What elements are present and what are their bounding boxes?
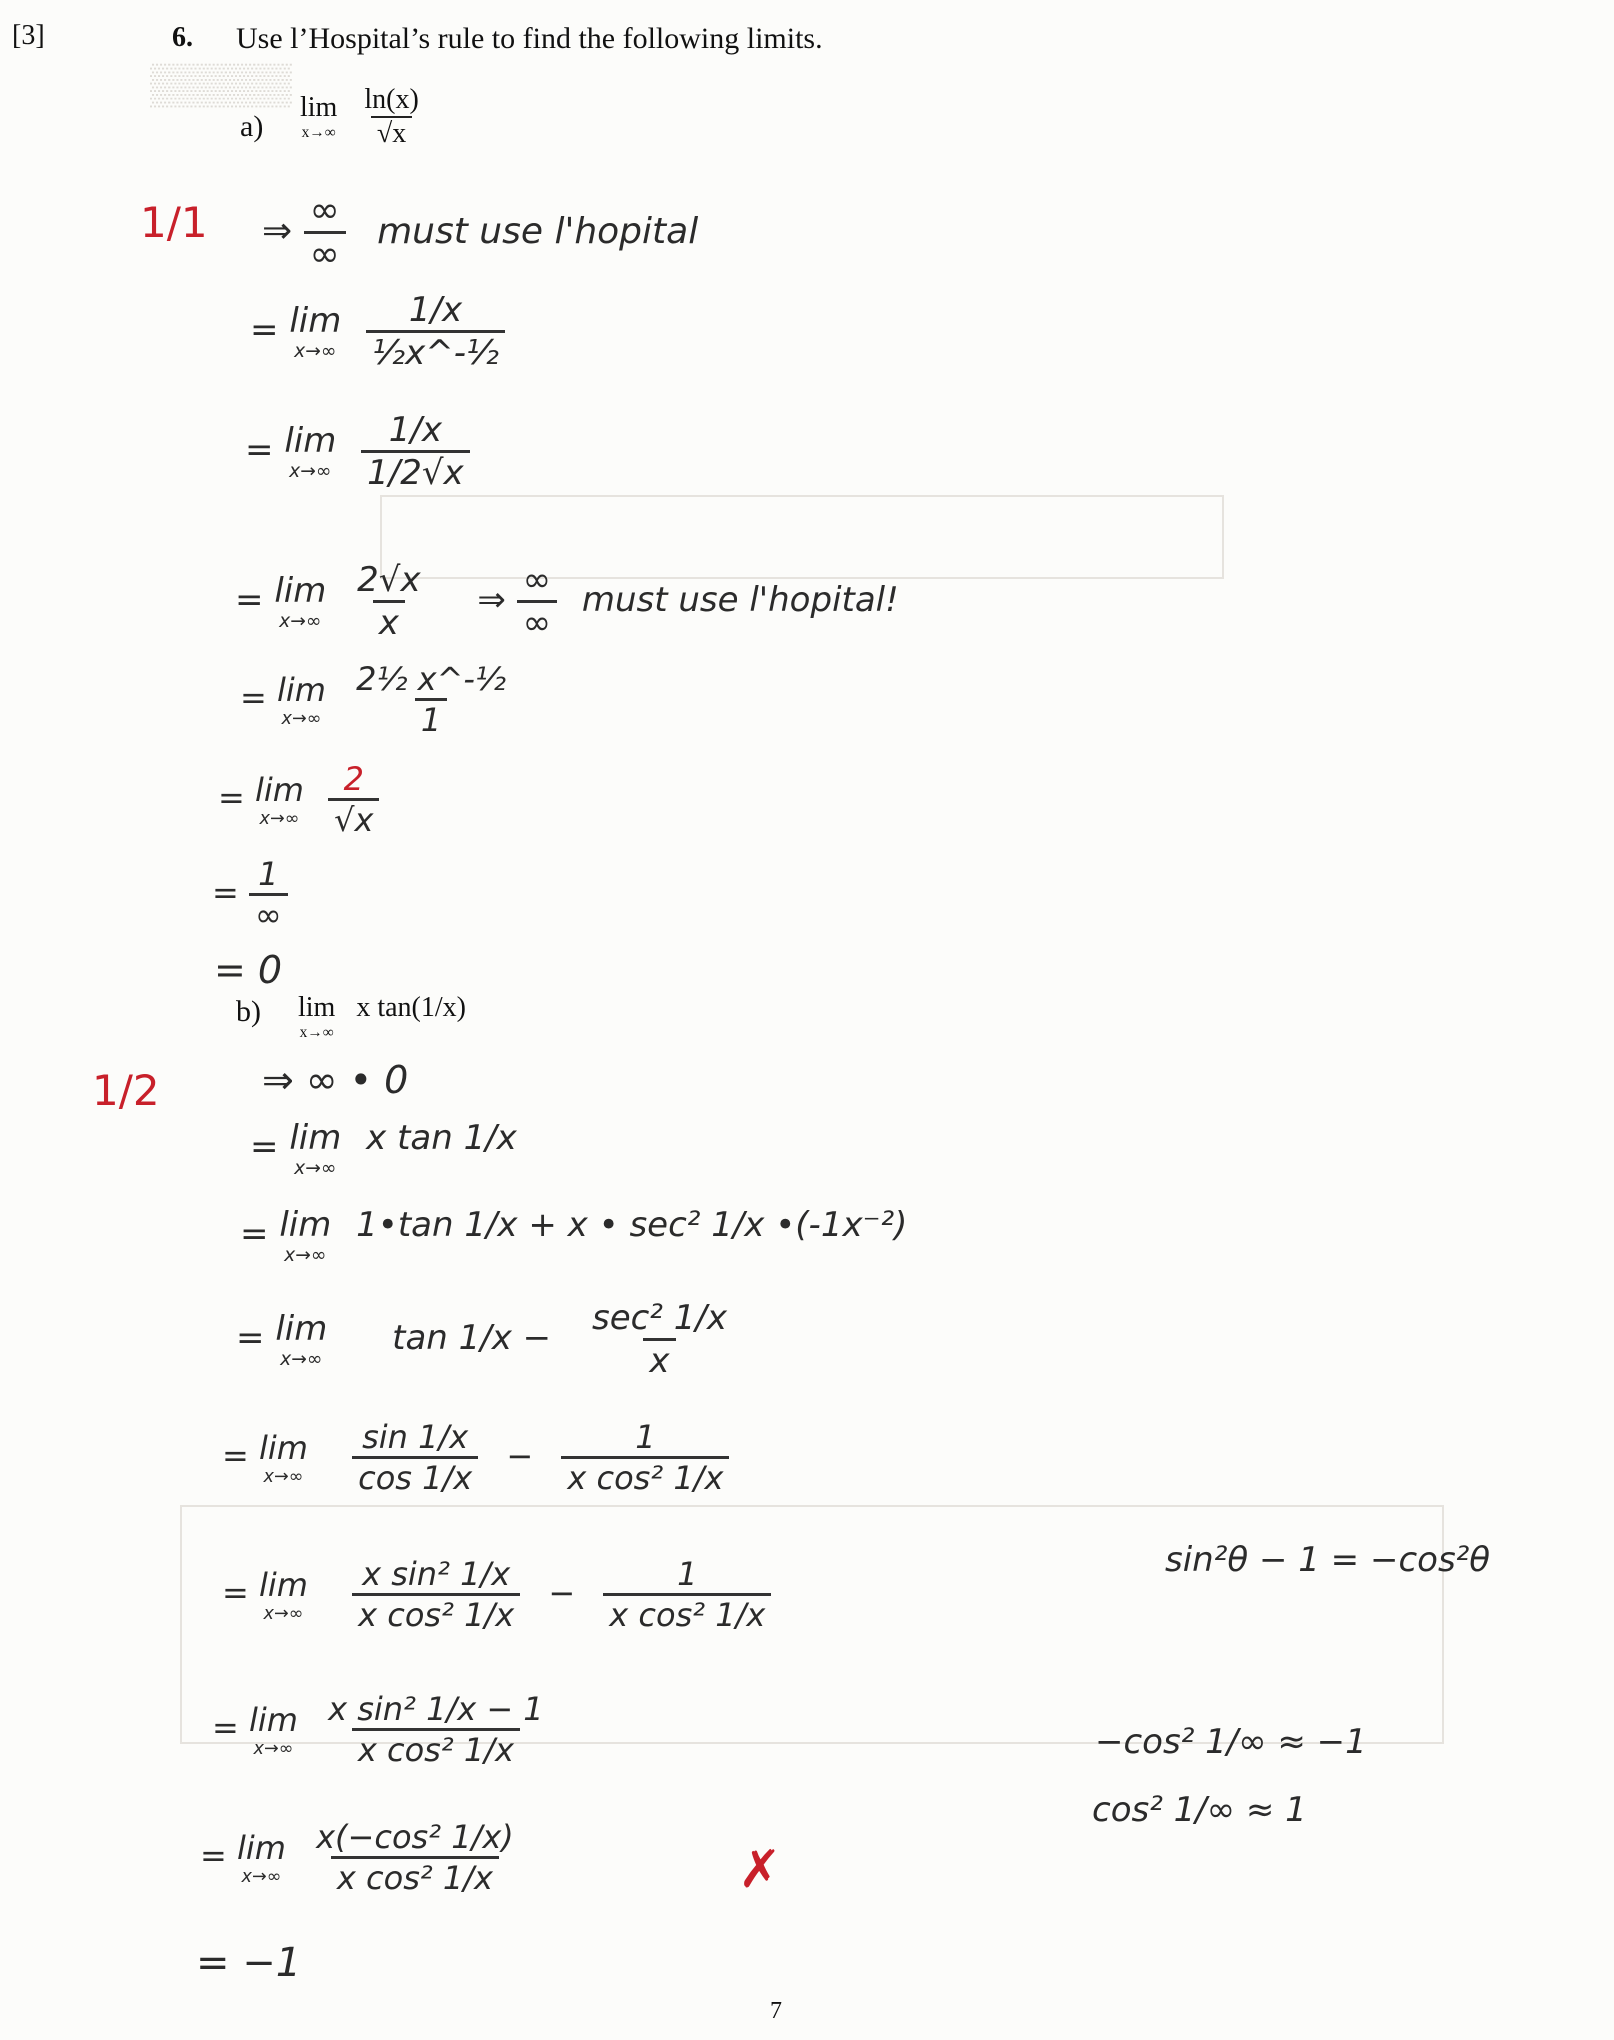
numerator: 1 <box>677 1555 698 1593</box>
lim-word: lim <box>298 992 336 1023</box>
lim-word: lim <box>236 1828 286 1867</box>
numerator: 1/x <box>408 290 463 330</box>
lim-subscript: x→∞ <box>284 1245 327 1266</box>
lim-subscript: x→∞ <box>289 461 332 482</box>
a-line-2 <box>250 290 505 373</box>
numerator: x(−cos² 1/x) <box>316 1818 514 1856</box>
numerator: 1 <box>258 855 279 893</box>
infinity-den: ∞ <box>517 600 557 643</box>
equals: = <box>245 430 274 470</box>
lim-subscript: x→∞ <box>294 341 337 362</box>
lim-word: lim <box>276 670 326 709</box>
denominator: x cos² 1/x <box>331 1856 499 1897</box>
a-line-4 <box>235 560 899 643</box>
lim-subscript: x→∞ <box>263 1466 304 1487</box>
question-points: [3] <box>12 20 45 51</box>
a-line-6 <box>218 760 379 839</box>
expr-denominator: √x <box>371 116 412 150</box>
a-line-3 <box>245 410 470 493</box>
part-b-grade: 1/2 <box>92 1066 160 1115</box>
minus: − <box>506 1436 534 1475</box>
expr-numerator: ln(x) <box>364 84 419 115</box>
equals: = <box>240 678 267 717</box>
equals: = <box>222 1436 249 1475</box>
bleedthrough-header: ▒▒▒▒▒ <box>150 61 292 106</box>
infinity-num: ∞ <box>522 560 552 600</box>
b-line-9: = −1 <box>196 1940 302 1986</box>
lim-word: lim <box>275 1309 328 1349</box>
implies-arrow: ⇒ <box>262 210 293 252</box>
lim-word: lim <box>279 1205 332 1245</box>
b-line-8 <box>200 1818 520 1897</box>
b-line-6 <box>222 1555 771 1634</box>
a-line-1 <box>262 190 698 275</box>
question-number: 6. <box>172 22 193 53</box>
lim-subscript: x→∞ <box>241 1866 282 1887</box>
equals: = <box>218 778 245 817</box>
side-identity: sin²θ − 1 = −cos²θ <box>1165 1540 1491 1580</box>
denominator: x cos² 1/x <box>352 1728 520 1769</box>
lim-subscript: x→∞ <box>280 1349 323 1370</box>
numerator: x sin² 1/x − 1 <box>328 1690 544 1728</box>
equals: = <box>250 1127 279 1167</box>
wrong-mark: ✗ <box>738 1840 782 1900</box>
b-line-5 <box>222 1418 729 1497</box>
denominator: x <box>373 600 405 643</box>
implies-arrow: ⇒ <box>477 580 506 620</box>
part-b-label: b) <box>236 995 261 1028</box>
numerator: 1 <box>635 1418 656 1456</box>
a-line-5 <box>240 660 512 739</box>
equals: = <box>222 1573 249 1612</box>
lim-subscript: x→∞ <box>294 1158 337 1179</box>
lim-word: lim <box>284 421 337 461</box>
equals: = <box>240 1214 269 1254</box>
page-number: 7 <box>770 1998 782 2024</box>
equals: = <box>200 1836 227 1875</box>
term: 1•tan 1/x + x • sec² 1/x •(-1x⁻²) <box>356 1205 908 1245</box>
lim-subscript: x→∞ <box>279 611 322 632</box>
lim-subscript: x→∞ <box>281 708 322 729</box>
a-line-7 <box>212 855 288 934</box>
denominator: ½x^-½ <box>366 330 505 373</box>
b-line-7 <box>212 1690 550 1769</box>
lim-word: lim <box>258 1565 308 1604</box>
numerator: sec² 1/x <box>591 1298 727 1338</box>
denominator: ∞ <box>249 893 288 934</box>
a-line-8: = 0 <box>214 948 283 992</box>
equals: = <box>235 580 264 620</box>
infinity-num: ∞ <box>309 190 340 231</box>
lim-subscript: x→∞ <box>253 1738 294 1759</box>
numerator: sin 1/x <box>362 1418 469 1456</box>
denominator: x cos² 1/x <box>352 1593 520 1634</box>
denominator: x cos² 1/x <box>603 1593 771 1634</box>
numerator: 2½ x^-½ <box>356 660 506 698</box>
numerator: x sin² 1/x <box>362 1555 511 1593</box>
infinity-den: ∞ <box>304 231 346 275</box>
note-must-use-2: must use l'hopital! <box>581 580 899 620</box>
part-a-label: a) <box>240 110 264 143</box>
side-approx-1: −cos² 1/∞ ≈ −1 <box>1095 1722 1367 1762</box>
b-line-2 <box>250 1118 517 1179</box>
term: tan 1/x − <box>392 1318 552 1358</box>
expr: x tan(1/x) <box>356 992 466 1023</box>
b-line-4 <box>236 1298 733 1381</box>
b-line-3 <box>240 1205 907 1266</box>
lim-word: lim <box>258 1428 308 1467</box>
lim-word: lim <box>274 571 327 611</box>
part-a-grade: 1/1 <box>140 198 208 247</box>
denominator: 1 <box>415 698 447 739</box>
denominator: x <box>643 1338 675 1381</box>
denominator: cos 1/x <box>352 1456 478 1497</box>
denominator: √x <box>328 798 379 839</box>
equals: = <box>236 1318 265 1358</box>
b-line-1: ⇒ ∞ • 0 <box>262 1058 409 1102</box>
lim-word: lim <box>289 1118 342 1158</box>
lim-word: lim <box>289 301 342 341</box>
side-approx-2: cos² 1/∞ ≈ 1 <box>1092 1790 1307 1830</box>
lim-subscript: x→∞ <box>299 1024 334 1041</box>
equals: = <box>250 310 279 350</box>
equals: = <box>212 873 239 912</box>
note-must-use: must use l'hopital <box>377 210 699 252</box>
numerator: 2 <box>343 760 364 798</box>
lim-word: lim <box>248 1700 298 1739</box>
lim-subscript: x→∞ <box>301 124 336 141</box>
lim-subscript: x→∞ <box>259 808 300 829</box>
denominator: x cos² 1/x <box>561 1456 729 1497</box>
part-a-expression <box>300 84 425 150</box>
term: x tan 1/x <box>366 1118 517 1158</box>
lim-word: lim <box>300 92 338 123</box>
lim-word: lim <box>254 770 304 809</box>
numerator: 1/x <box>388 410 442 450</box>
numerator: 2√x <box>357 560 421 600</box>
equals: = <box>212 1708 239 1747</box>
lim-subscript: x→∞ <box>263 1603 304 1624</box>
part-b-expression <box>298 992 466 1042</box>
denominator: 1/2√x <box>361 450 470 493</box>
question-prompt: Use l’Hospital’s rule to find the following limits. <box>236 22 823 55</box>
minus: − <box>548 1573 576 1612</box>
